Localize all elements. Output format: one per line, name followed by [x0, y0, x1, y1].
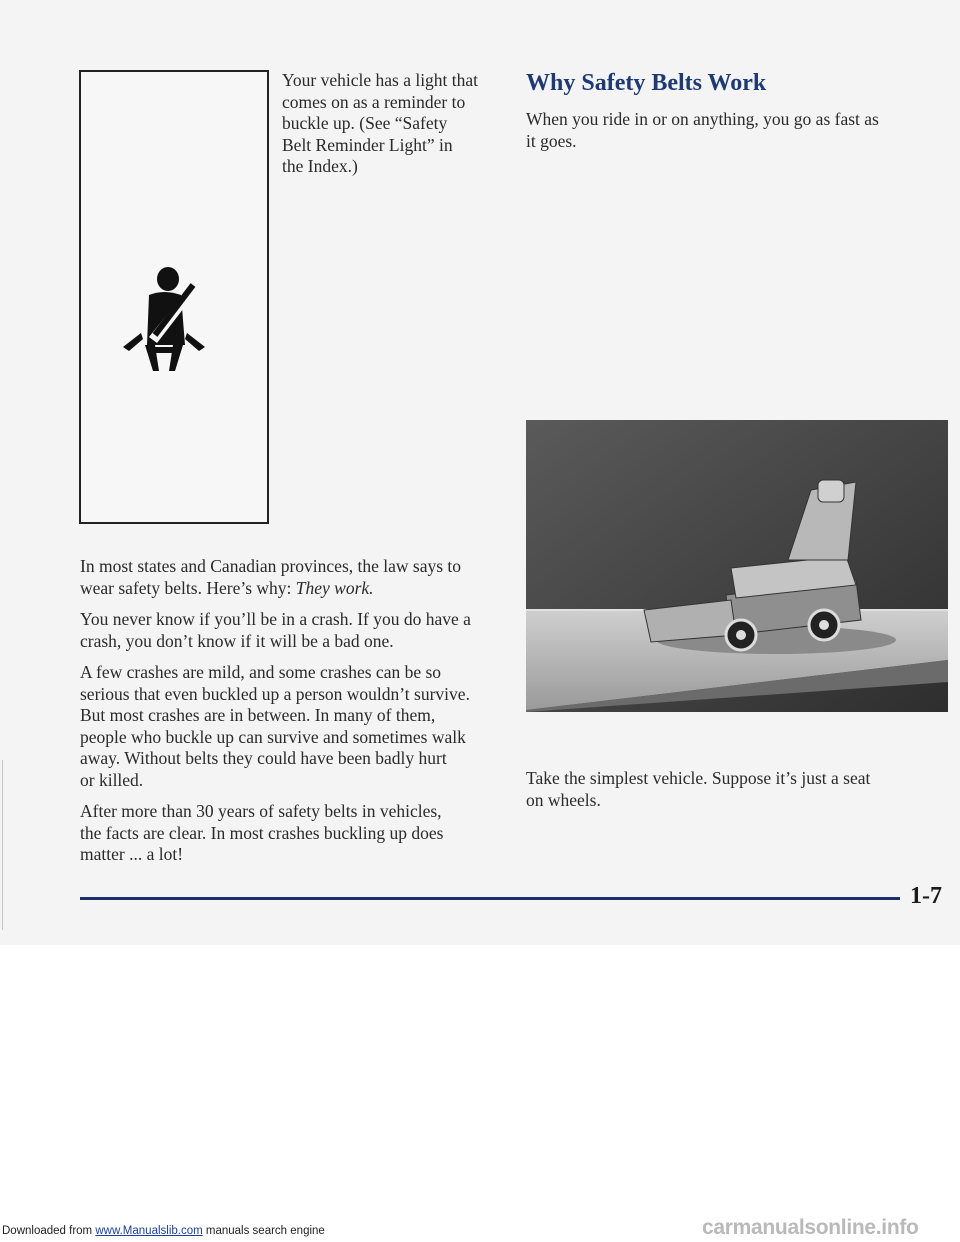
text-line: In most states and Canadian provinces, the law says to [80, 556, 462, 576]
text-line: crash, you don’t know if it will be a bad one. [80, 630, 394, 651]
paragraph-crash-unknown [80, 609, 475, 652]
footer-prefix: Downloaded from [2, 1225, 96, 1237]
paragraph-crash-severity [80, 662, 475, 791]
safety-belt-reminder-icon [119, 267, 209, 377]
manualslib-link[interactable]: www.Manualslib.com [95, 1225, 203, 1237]
text-line: the Index.) [282, 156, 358, 176]
reminder-light-note [282, 70, 482, 178]
footer-rule [80, 897, 900, 900]
text-line: Belt Reminder Light” in [282, 134, 453, 155]
watermark-text: carmanualsonline.info [702, 1216, 919, 1239]
text-line: people who buckle up can survive and sometimes walk [80, 726, 466, 747]
right-intro-text [526, 109, 916, 152]
seat-on-wheels-illustration [526, 420, 948, 712]
text-line: Your vehicle has a light that [282, 70, 479, 90]
text-line: You never know if you’ll be in a crash. If you do have a [80, 609, 471, 629]
seat-on-wheels-drawing [526, 420, 948, 712]
page-number: 1-7 [910, 883, 942, 909]
text-line: comes on as a reminder to [282, 91, 466, 112]
text-line: on wheels. [526, 789, 601, 810]
text-line: But most crashes are in between. In many of them, [80, 705, 436, 725]
text-line: the facts are clear. In most crashes buckling up does [80, 822, 444, 843]
text-line: matter ... a lot! [80, 844, 184, 864]
text-line: When you ride in or on anything, you go as fast as [526, 109, 879, 129]
text-line: serious that even buckled up a person wouldn’t survive. [80, 683, 470, 704]
text-line: wear safety belts. Here’s why: [80, 577, 296, 598]
paragraph-facts [80, 801, 475, 866]
text-line: After more than 30 years of safety belts in vehicles, [80, 801, 442, 821]
section-heading: Why Safety Belts Work [526, 70, 767, 96]
emphasis-they-work: They work. [295, 577, 374, 598]
text-line: or killed. [80, 769, 144, 790]
text-line: Take the simplest vehicle. Suppose it’s just a seat [526, 768, 871, 788]
footer-suffix: manuals search engine [202, 1225, 325, 1237]
safety-belt-reminder-icon-box [79, 70, 269, 524]
text-line: it goes. [526, 130, 577, 151]
paragraph-law [80, 556, 475, 599]
text-line: A few crashes are mild, and some crashes can be so [80, 662, 442, 682]
page-edge-line [2, 760, 3, 930]
left-column-text [80, 556, 475, 876]
right-caption-text [526, 768, 916, 811]
text-line: buckle up. (See “Safety [282, 113, 448, 133]
text-line: away. Without belts they could have been badly hurt [80, 748, 447, 768]
download-footer [2, 1225, 325, 1237]
